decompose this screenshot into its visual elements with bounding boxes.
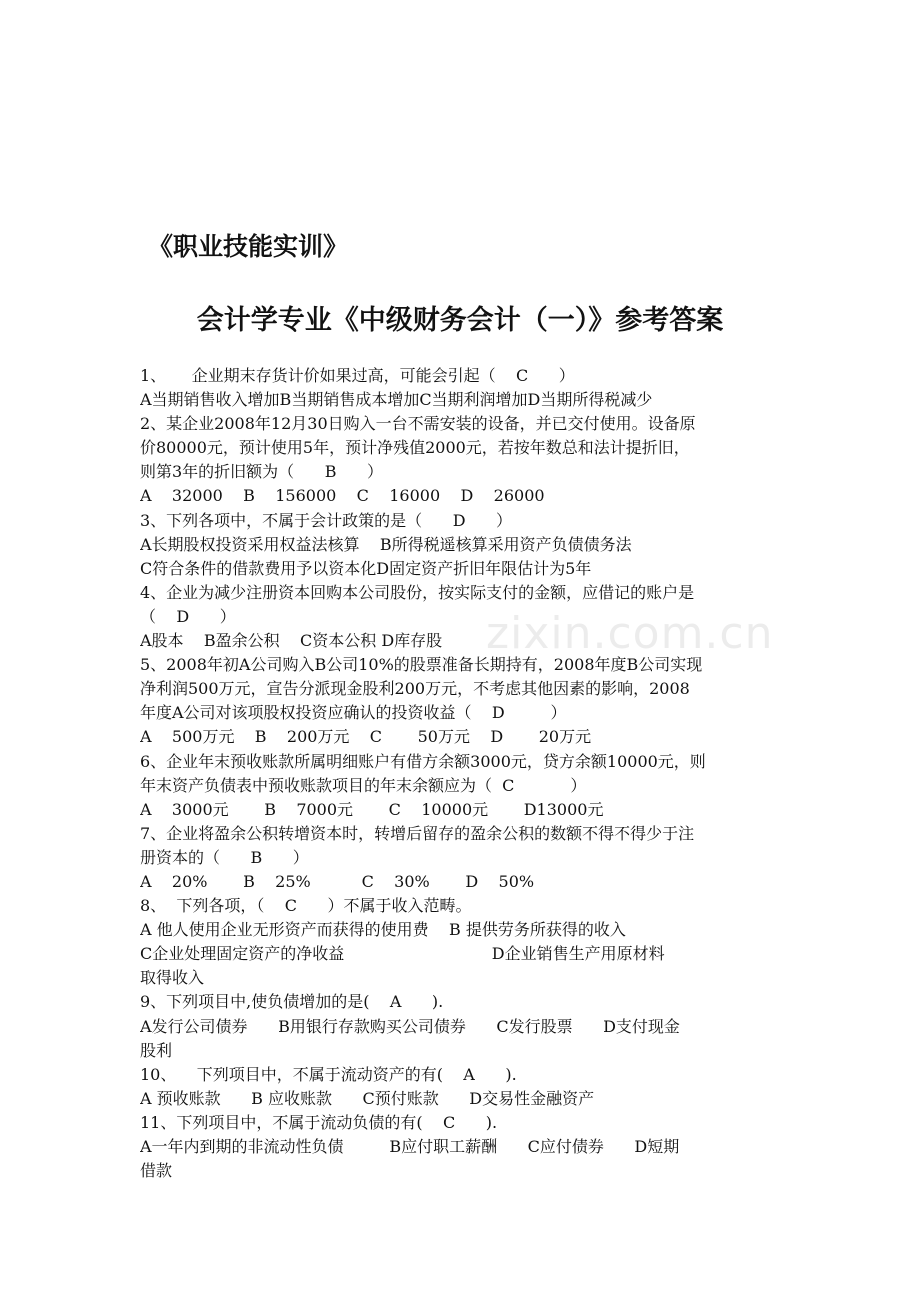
text-line: A发行公司债券 B用银行存款购买公司债券 C发行股票 D支付现金 <box>140 1016 680 1036</box>
watermark: zixin.com.cn <box>486 608 774 659</box>
text-line: C企业处理固定资产的净收益 D企业销售生产用原材料 <box>140 944 665 964</box>
text-line: A 他人使用企业无形资产而获得的使用费 B 提供劳务所获得的收入 <box>140 920 626 940</box>
text-line: A长期股权投资采用权益法核算 B所得税遥核算采用资产负债债务法 <box>140 534 632 554</box>
text-line: （ D ） <box>140 606 236 626</box>
text-line: 1、 企业期末存货计价如果过高，可能会引起（ C ） <box>140 366 575 385</box>
document-subtitle: 会计学专业《中级财务会计（一）》参考答案 <box>196 305 724 336</box>
text-line: A 3000元 B 7000元 C 10000元 D13000元 <box>140 799 604 819</box>
text-line: 3、下列各项中，不属于会计政策的是（ D ） <box>140 510 513 530</box>
text-line: 价80000元，预计使用5年，预计净残值2000元，若按年数总和法计提折旧， <box>140 438 690 458</box>
text-line: 年末资产负债表中预收账款项目的年末余额应为（ C ） <box>140 775 587 795</box>
text-line: 则第3年的折旧额为（ B ） <box>140 462 383 482</box>
text-line: 净利润500万元，宣告分派现金股利200万元，不考虑其他因素的影响，2008 <box>140 679 690 699</box>
text-line: A一年内到期的非流动性负债 B应付职工薪酬 C应付债券 D短期 <box>140 1137 680 1156</box>
text-line: 册资本的（ B ） <box>140 847 309 867</box>
text-line: 8、 下列各项，（ C ）不属于收入范畴。 <box>140 896 472 916</box>
text-line: C符合条件的借款费用予以资本化D固定资产折旧年限估计为5年 <box>140 558 592 578</box>
text-line: 9、下列项目中,使负债增加的是( A ). <box>140 992 444 1012</box>
document-title: 《职业技能实训》 <box>148 232 349 261</box>
text-line: A股本 B盈余公积 C资本公积 D库存股 <box>140 631 443 651</box>
text-line: 4、企业为减少注册资本回购本公司股份，按实际支付的金额，应借记的账户是 <box>140 582 695 602</box>
text-line: 6、企业年末预收账款所属明细账户有借方余额3000元，贷方余额10000元，则 <box>140 751 706 771</box>
text-line: 11、下列项目中，不属于流动负债的有( C ). <box>140 1112 498 1132</box>
text-line: 取得收入 <box>140 968 205 988</box>
text-line: A 20% B 25% C 30% D 50% <box>140 871 535 891</box>
text-line: 7、企业将盈余公积转增资本时，转增后留存的盈余公积的数额不得不得少于注 <box>140 823 695 843</box>
text-line: 年度A公司对该项股权投资应确认的投资收益（ D ） <box>140 703 567 723</box>
text-line: A 500万元 B 200万元 C 50万元 D 20万元 <box>140 727 592 747</box>
text-line: A 32000 B 156000 C 16000 D 26000 <box>140 486 545 506</box>
text-line: A 预收账款 B 应收账款 C预付账款 D交易性金融资产 <box>140 1088 595 1108</box>
question-list <box>140 364 790 1183</box>
text-line: 借款 <box>140 1161 173 1181</box>
text-line: 2、某企业2008年12月30日购入一台不需安装的设备，并已交付使用。设备原 <box>140 414 696 434</box>
text-line: 5、2008年初A公司购入B公司10%的股票准备长期持有，2008年度B公司实现 <box>140 655 703 675</box>
text-line: 股利 <box>140 1040 173 1060</box>
text-line: A当期销售收入增加B当期销售成本增加C当期利润增加D当期所得税减少 <box>140 390 653 410</box>
text-line: 10、 下列项目中，不属于流动资产的有( A ). <box>140 1064 517 1084</box>
